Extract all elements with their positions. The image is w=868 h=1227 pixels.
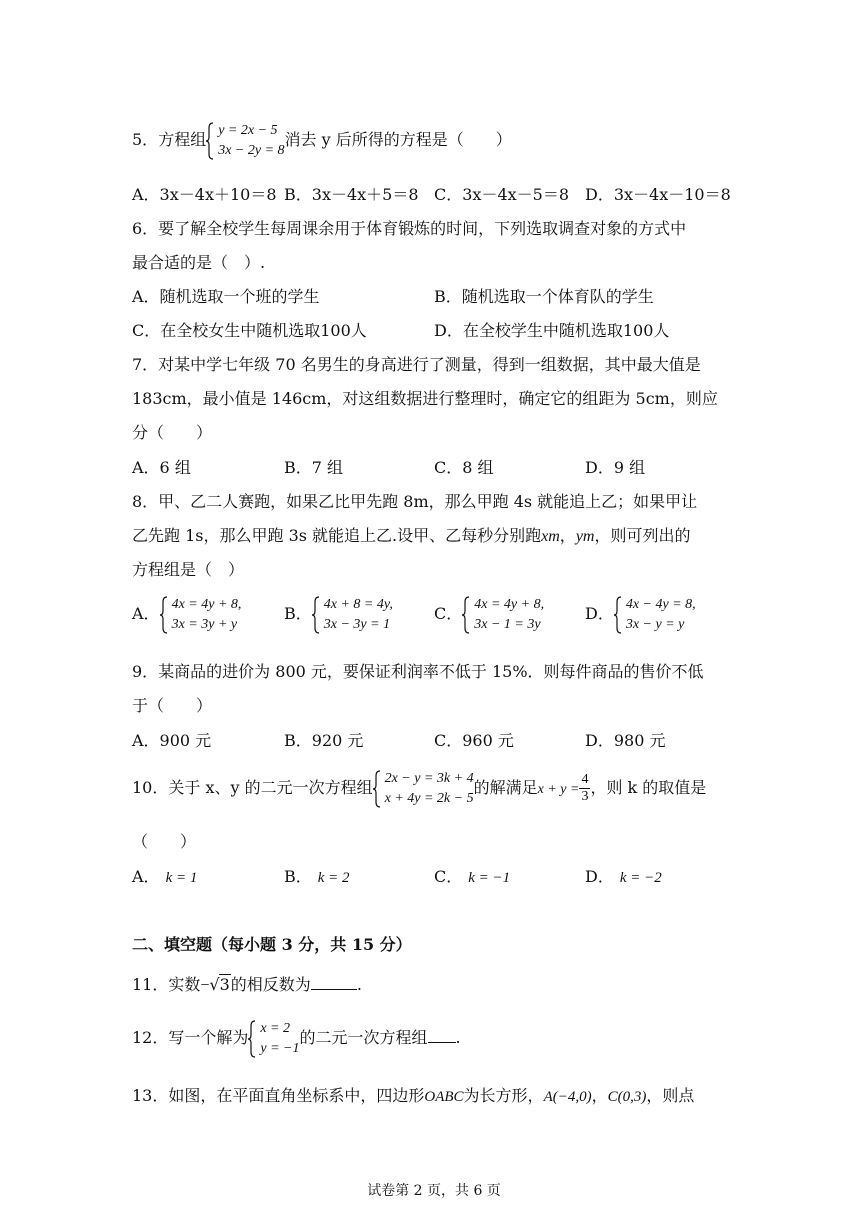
q10-eq1: 2x − y = 3k + 4 <box>384 770 474 786</box>
q12-suffix: 的二元一次方程组 <box>299 1028 428 1047</box>
q8-option-c <box>434 594 544 634</box>
q10-option-a <box>132 864 197 887</box>
q13-shape: OABC <box>424 1089 464 1105</box>
q10-line2: （ ） <box>132 832 197 851</box>
q5-eq1: y = 2x − 5 <box>218 122 278 138</box>
q8-option-a-system <box>160 595 242 635</box>
q13-mid: 为长方形， <box>463 1086 544 1105</box>
q9-option-c: C．960 元 <box>434 731 514 750</box>
q11-radical-icon: √ <box>209 975 220 994</box>
q5-prefix: 方程组 <box>158 130 207 149</box>
q13-line <box>132 1083 694 1106</box>
q10-option-b-label: B． <box>284 867 312 886</box>
q12-prefix: 12．写一个解为 <box>132 1028 249 1047</box>
q6-option-c: C．在全校女生中随机选取100人 <box>132 321 367 340</box>
q8-sep: ， <box>559 526 576 545</box>
q10-option-d <box>585 864 662 887</box>
q8-option-b-system <box>312 595 393 635</box>
q7-option-d: D．9 组 <box>585 458 646 477</box>
q6-option-a: A．随机选取一个班的学生 <box>132 287 320 306</box>
q7-line1: 7．对某中学七年级 70 名男生的身高进行了测量，得到一组数据，其中最大值是 <box>132 355 701 374</box>
q10-option-a-label: A． <box>132 867 160 886</box>
q10-option-c-label: C． <box>434 867 463 886</box>
q8-option-a-eq2: 3x = 3y + y <box>171 616 238 632</box>
q5-option-c: C．3x－4x－5＝8 <box>434 185 570 204</box>
q10-option-d-label: D． <box>585 867 614 886</box>
q8-line1: 8．甲、乙二人赛跑，如果乙比甲先跑 8m，那么甲跑 4s 就能追上乙；如果甲让 <box>132 492 698 511</box>
q5-number: 5． <box>132 130 159 149</box>
q5-eq2: 3x − 2y = 8 <box>218 142 285 158</box>
q10-option-d-value: k = −2 <box>619 870 662 886</box>
q5-option-b: B．3x－4x＋5＝8 <box>284 185 419 204</box>
q6-option-b: B．随机选取一个体育队的学生 <box>434 287 654 306</box>
q11-suffix: 的相反数为 <box>230 975 311 994</box>
q7-option-b: B．7 组 <box>284 458 344 477</box>
q13-point-c: C(0,3) <box>607 1089 647 1105</box>
section-title-fill-in: 二、填空题（每小题 3 分，共 15 分） <box>132 935 412 954</box>
q8-var-x: xm <box>541 528 560 545</box>
q13-point-a: A(−4,0) <box>543 1089 592 1105</box>
q7-line2: 183cm，最小值是 146cm，对这组数据进行整理时，确定它的组距为 5cm，则应 <box>132 389 718 408</box>
q11-line <box>132 972 362 995</box>
q10-mid: 的解满足 <box>473 778 538 797</box>
q12-system <box>248 1019 299 1059</box>
q10-suffix: ，则 k 的取值是 <box>590 778 707 797</box>
q7-option-a: A．6 组 <box>132 458 191 477</box>
q10-fraction <box>579 772 590 805</box>
q13-sep: ， <box>591 1086 608 1105</box>
q6-line2: 最合适的是（ ）. <box>132 253 266 272</box>
q13-prefix: 13．如图，在平面直角坐标系中，四边形 <box>132 1086 425 1105</box>
q10-option-c <box>434 864 510 887</box>
q10-option-c-value: k = −1 <box>468 870 511 886</box>
q10-frac-num: 4 <box>581 772 589 787</box>
q8-option-d-system <box>614 595 696 635</box>
q5-option-a: A．3x－4x＋10＝8 <box>132 185 277 204</box>
q5-suffix: 消去 y 后所得的方程是（ ） <box>284 130 512 149</box>
q10-system <box>373 769 474 809</box>
q8-var-y: ym <box>575 528 595 545</box>
q11-prefix: 11．实数 <box>132 975 201 994</box>
q8-line2-text: 乙先跑 1s，那么甲跑 3s 就能追上乙.设甲、乙每秒分别跑 <box>132 526 542 545</box>
q7-line3: 分（ ） <box>132 423 213 442</box>
q12-eq2: y = −1 <box>260 1040 300 1056</box>
q5-option-d: D．3x－4x－10＝8 <box>585 185 731 204</box>
q5-line <box>132 120 512 160</box>
q12-answer-blank[interactable] <box>428 1028 456 1043</box>
q8-option-d-eq1: 4x − 4y = 8, <box>625 596 696 612</box>
q9-option-a: A．900 元 <box>132 731 212 750</box>
q8-option-b-eq2: 3x − 3y = 1 <box>323 616 391 632</box>
q9-option-d: D．980 元 <box>585 731 666 750</box>
q9-option-b: B．920 元 <box>284 731 364 750</box>
q11-end: . <box>356 975 362 994</box>
q8-option-a-label: A． <box>132 604 160 623</box>
q10-eq2: x + 4y = 2k − 5 <box>384 790 474 806</box>
q10-frac-den: 3 <box>581 789 589 804</box>
q8-line2 <box>132 523 690 546</box>
q10-prefix: 10．关于 x、y 的二元一次方程组 <box>132 778 373 797</box>
q8-option-c-system <box>462 595 544 635</box>
q11-answer-blank[interactable] <box>311 975 357 990</box>
q10-cond: x + y = <box>537 782 580 797</box>
q8-option-a <box>132 594 241 634</box>
page-footer: 试卷第 2 页，共 6 页 <box>367 1183 501 1199</box>
q12-eq1: x = 2 <box>260 1020 291 1036</box>
q8-option-c-eq2: 3x − 1 = 3y <box>474 616 541 632</box>
q13-suffix: ，则点 <box>646 1086 695 1105</box>
q11-neg: − <box>200 977 210 994</box>
q10-option-b <box>284 864 350 887</box>
q9-line1: 9．某商品的进价为 800 元，要保证利润率不低于 15%．则每件商品的售价不低 <box>132 662 704 681</box>
q5-system <box>206 121 284 161</box>
q8-option-c-label: C． <box>434 604 463 623</box>
q8-option-b-eq1: 4x + 8 = 4y, <box>323 596 393 612</box>
q8-line2-end: ，则可列出的 <box>594 526 691 545</box>
q8-option-d <box>585 594 696 634</box>
q6-line1: 6．要了解全校学生每周课余用于体育锻炼的时间，下列选取调查对象的方式中 <box>132 219 687 238</box>
q10-option-b-value: k = 2 <box>317 870 350 886</box>
q8-option-d-eq2: 3x − y = y <box>625 616 685 632</box>
q8-option-a-eq1: 4x = 4y + 8, <box>171 596 242 612</box>
q7-option-c: C．8 组 <box>434 458 494 477</box>
q8-line3: 方程组是（ ） <box>132 560 245 579</box>
q11-radicand: 3 <box>219 975 230 994</box>
q10-line <box>132 768 706 808</box>
q8-option-d-label: D． <box>585 604 614 623</box>
q10-option-a-value: k = 1 <box>165 870 198 886</box>
q8-option-b <box>284 594 393 634</box>
q8-option-c-eq1: 4x = 4y + 8, <box>474 596 545 612</box>
q9-line2: 于（ ） <box>132 696 213 715</box>
q12-line <box>132 1018 461 1058</box>
q8-option-b-label: B． <box>284 604 312 623</box>
q6-option-d: D．在全校学生中随机选取100人 <box>434 321 670 340</box>
q12-end: . <box>455 1028 461 1047</box>
